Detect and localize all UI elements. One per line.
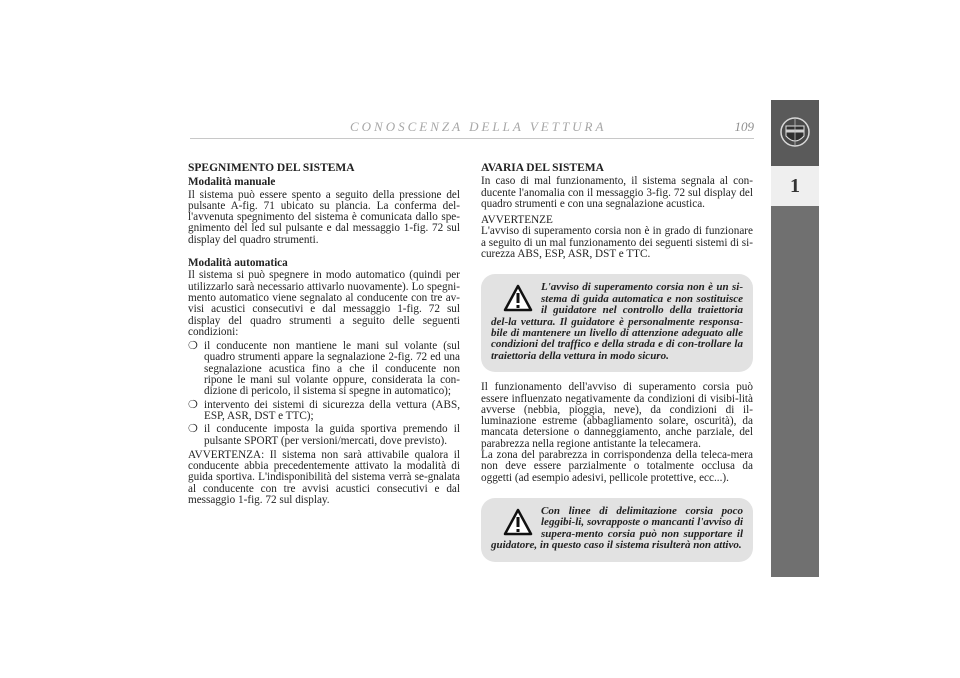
section-title: CONOSCENZA DELLA VETTURA: [350, 119, 607, 134]
lancia-logo-icon: [779, 116, 811, 150]
warning-triangle-icon: [503, 508, 533, 536]
chapter-number: 1: [771, 166, 819, 206]
right-column: [481, 163, 753, 572]
paragraph-warning: AVVERTENZA: Il sistema non sarà attivabile qualora il conducente abbia precedentemente attivato la modalità di guida sportiva. L'indisponibilità del sistema verrà se-gnalata al conducente con tre avvisi acustici consecutivi e dal messaggio 1-fig. 72 sul display.: [188, 448, 460, 507]
list-item-text: il conducente non mantiene le mani sul volante (sul quadro strumenti appare la segnalazione 2-fig. 72 ed una segnalazione acustica fino a che il conducente non ripone le mani sul volante oppure, considerata la con-dizione di pericolo, il sistema si spegne in automatico);: [204, 340, 460, 398]
chapter-sidebar: [771, 100, 819, 577]
list-item-text: il conducente imposta la guida sportiva premendo il pulsante SPORT (per versioni/mercati, dove previsto).: [204, 423, 460, 447]
bullet-symbol: ❍: [188, 398, 198, 411]
paragraph-fault: In caso di mal funzionamento, il sistema segnala al con-ducente l'anomalia con il messaggio 3-fig. 72 sul display del quadro strumenti e con una segnalazione acustica.: [481, 175, 753, 210]
list-item: [188, 400, 460, 423]
warning-text: Con linee di delimitazione corsia poco leggibi-li, sovrapposte o mancanti l'avviso di supera-mento corsia può non supportare il guidatore, in questo caso il sistema risulterà non attivo.: [491, 504, 743, 552]
avvertenze-title: AVVERTENZE: [481, 214, 553, 227]
subheading-automatic: Modalità automatica: [188, 257, 288, 270]
page-number: 109: [734, 119, 754, 134]
warning-box: [481, 274, 753, 372]
paragraph-avvertenze: L'avviso di superamento corsia non è in grado di funzionare a seguito di un mal funzionamento dei seguenti sistemi di si-curezza ABS, ESP, ASR, DST e TTC.: [481, 225, 753, 261]
paragraph-conditions: Il funzionamento dell'avviso di superamento corsia può essere influenzato negativamente da condizioni di visibi-lità avverse (nebbia, pioggia, neve), da condizioni di il-luminazione estreme (abbagliamento solare, oscurità), da mancata detersione o danneggiamento, anche parziale, del parabrezza nella regione antistante la telecamera.: [481, 381, 753, 450]
warning-text: L'avviso di superamento corsia non è un si-stema di guida automatica e non sostituisce il guidatore nel controllo della traiettoria del-la vettura. Il guidatore è personalmente responsa-bile di mantenere un livello di attenzione adeguato alle condizioni del traffico e della strada e di con-trollare la traiettoria della vettura in modo sicuro.: [491, 281, 743, 362]
logo-box: [771, 100, 819, 166]
conditions-list: [188, 341, 460, 447]
warning-triangle-icon: [503, 284, 533, 312]
paragraph-windscreen: La zona del parabrezza in corrispondenza della teleca-mera non deve essere parzialmente o totalmente occlusa da oggetti (ad esempio adesivi, pellicole protettive, ecc...).: [481, 449, 753, 484]
list-item: [188, 424, 460, 447]
subheading-manual: Modalità manuale: [188, 176, 276, 189]
paragraph-automatic: Il sistema si può spegnere in modo automatico (quindi per utilizzarlo sarà necessario attivarlo nuovamente). Lo spegni-mento automatico viene segnalato al conducente con tre av-visi acustici consecutivi e dal messaggio 1-fig. 72 sul display del quadro strumenti a seguito delle seguenti condizioni:: [188, 269, 460, 338]
page-header: [190, 119, 754, 137]
list-item: [188, 341, 460, 397]
header-rule: [190, 138, 754, 139]
section-heading: SPEGNIMENTO DEL SISTEMA: [188, 162, 355, 174]
bullet-symbol: ❍: [188, 340, 198, 353]
warning-box: [481, 498, 753, 562]
list-item-text: intervento dei sistemi di sicurezza della vettura (ABS, ESP, ASR, DST e TTC);: [204, 398, 460, 422]
left-column: [188, 163, 460, 509]
section-heading: AVARIA DEL SISTEMA: [481, 162, 604, 174]
bullet-symbol: ❍: [188, 423, 198, 436]
paragraph-manual: Il sistema può essere spento a seguito della pressione del pulsante A-fig. 71 ubicato su plancia. La conferma del-l'avvenuta spegnimento del sistema è comunicata dallo spe-gnimento del led sul pulsante e dal messaggio 1-fig. 72 sul display del quadro strumenti.: [188, 188, 460, 246]
